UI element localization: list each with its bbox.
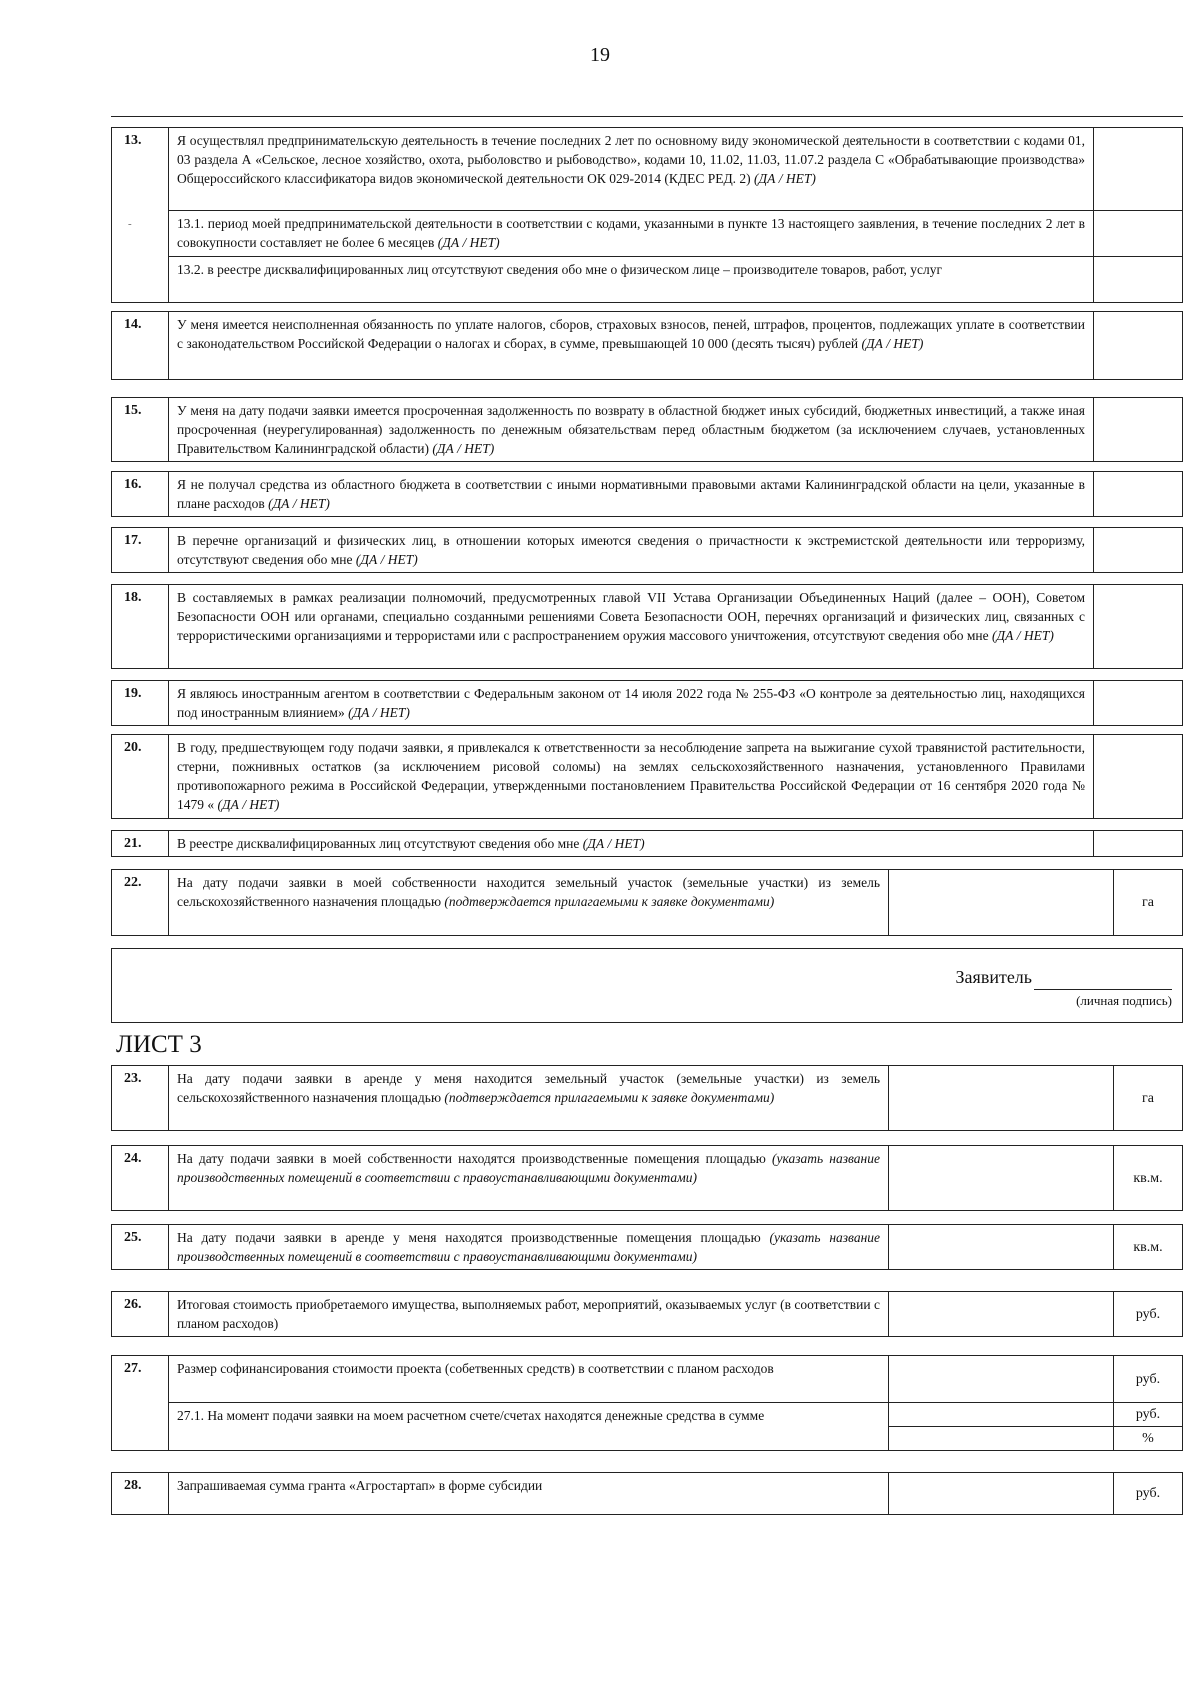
item-text: В составляемых в рамках реализации полномочий, предусмотренных главой VII Устава Организации Объединенных Наций (далее – ООН), Советом Безопасности ООН или органами, специально созданными решениями Совета Безопасности ООН, перечнях организаций и физических лиц, связанных с террористическими организациями и террористами или с распространением оружия массового уничтожения, отсутствуют сведения обо мне (ДА / НЕТ) [169, 585, 1094, 669]
item-25 [111, 1224, 1183, 1270]
answer-cell[interactable] [1094, 831, 1183, 857]
item-13 [111, 127, 1183, 303]
item-text: На дату подачи заявки в моей собственности находится земельный участок (земельные участки) из земель сельскохозяйственного назначения площадью (подтверждается прилагаемыми к заявке документами) [169, 870, 889, 936]
unit-label: руб. [1114, 1403, 1183, 1427]
answer-cell[interactable] [1094, 257, 1183, 303]
answer-hint: (ДА / НЕТ) [268, 496, 330, 511]
item-23 [111, 1065, 1183, 1131]
answer-cell[interactable] [1094, 211, 1183, 257]
item-16 [111, 471, 1183, 517]
item-24 [111, 1145, 1183, 1211]
item-note: (указать название производственных помещений в соответствии с правоустанавливающими документами) [177, 1151, 880, 1185]
item-text: Я осуществлял предпринимательскую деятельность в течение последних 2 лет по основному виду экономической деятельности в соответствии с кодами 01, 03 раздела А «Сельское, лесное хозяйство, охота, рыболовство и рыбоводство», кодами 10, 11.02, 11.03, 11.07.2 раздела С «Обрабатывающие производства» Общероссийского классификатора видов экономической деятельности ОК 029-2014 (КДЕС РЕД. 2) (ДА / НЕТ) [169, 128, 1094, 211]
unit-label: руб. [1114, 1356, 1183, 1403]
item-number: 19. [112, 681, 169, 726]
answer-hint: (ДА / НЕТ) [432, 441, 495, 456]
value-field[interactable] [889, 870, 1114, 936]
item-text: На дату подачи заявки в моей собственности находятся производственные помещения площадью (указать название производственных помещений в соответствии с правоустанавливающими документами) [169, 1146, 889, 1211]
unit-label: кв.м. [1114, 1225, 1183, 1270]
item-14 [111, 311, 1183, 380]
unit-label: га [1114, 870, 1183, 936]
unit-label: га [1114, 1066, 1183, 1131]
item-19 [111, 680, 1183, 726]
item-text: На дату подачи заявки в аренде у меня находится земельный участок (земельные участки) из земель сельскохозяйственного назначения площадью (подтверждается прилагаемыми к заявке документами) [169, 1066, 889, 1131]
answer-cell[interactable] [1094, 681, 1183, 726]
answer-cell[interactable] [1094, 312, 1183, 380]
item-text: В перечне организаций и физических лиц, в отношении которых имеются сведения о причастности к экстремистской деятельности или терроризму, отсутствуют сведения обо мне (ДА / НЕТ) [169, 528, 1094, 573]
signature-label: Заявитель [955, 967, 1032, 987]
item-number: 22. [112, 870, 169, 936]
value-field[interactable] [889, 1292, 1114, 1337]
item-26 [111, 1291, 1183, 1337]
item-number: 26. [112, 1292, 169, 1337]
item-number: 28. [112, 1473, 169, 1515]
margin-mark: - [128, 218, 132, 230]
item-number: 20. [112, 735, 169, 819]
item-18 [111, 584, 1183, 669]
item-27 [111, 1355, 1183, 1451]
item-note: (подтверждается прилагаемыми к заявке документами) [444, 1090, 775, 1105]
item-number: 13. [112, 128, 169, 303]
top-divider [111, 116, 1183, 117]
answer-cell[interactable] [1094, 528, 1183, 573]
item-text: В году, предшествующем году подачи заявки, я привлекался к ответственности за несоблюдение запрета на выжигание сухой травянистой растительности, стерни, пожнивных остатков (за исключением рисовой соломы) на землях сельскохозяйственного назначения, установленного Правилами противопожарного режима в Российской Федерации, утвержденными постановлением Правительства Российской Федерации от 16 сентября 2020 года № 1479 « (ДА / НЕТ) [169, 735, 1094, 819]
answer-hint: (ДА / НЕТ) [437, 235, 500, 250]
answer-hint: (ДА / НЕТ) [754, 171, 816, 186]
item-28 [111, 1472, 1183, 1515]
item-number: 25. [112, 1225, 169, 1270]
answer-hint: (ДА / НЕТ) [348, 705, 410, 720]
answer-hint: (ДА / НЕТ) [861, 336, 924, 351]
value-field-percent[interactable] [889, 1427, 1114, 1451]
signature-hint: (личная подпись) [1076, 993, 1172, 1008]
item-number: 24. [112, 1146, 169, 1211]
item-number: 23. [112, 1066, 169, 1131]
value-field[interactable] [889, 1066, 1114, 1131]
item-number: 18. [112, 585, 169, 669]
answer-cell[interactable] [1094, 128, 1183, 211]
item-22 [111, 869, 1183, 936]
sheet-title: ЛИСТ 3 [116, 1031, 202, 1058]
item-21 [111, 830, 1183, 857]
item-number: 14. [112, 312, 169, 380]
unit-label: кв.м. [1114, 1146, 1183, 1211]
signature-line[interactable] [1034, 989, 1172, 990]
value-field[interactable] [889, 1473, 1114, 1515]
unit-label: руб. [1114, 1292, 1183, 1337]
signature-box [111, 948, 1183, 1023]
page-number: 19 [590, 44, 610, 66]
item-text: В реестре дисквалифицированных лиц отсутствуют сведения обо мне (ДА / НЕТ) [169, 831, 1094, 857]
sub-item-text: 27.1. На момент подачи заявки на моем расчетном счете/счетах находятся денежные средства в сумме [169, 1403, 889, 1451]
answer-cell[interactable] [1094, 735, 1183, 819]
item-text: У меня имеется неисполненная обязанность по уплате налогов, сборов, страховых взносов, пеней, штрафов, процентов, подлежащих уплате в соответствии с законодательством Российской Федерации о налогах и сборах, в сумме, превышающей 10 000 (десять тысяч) рублей (ДА / НЕТ) [169, 312, 1094, 380]
answer-hint: (ДА / НЕТ) [355, 552, 418, 567]
item-number: 17. [112, 528, 169, 573]
answer-hint: (ДА / НЕТ) [582, 836, 645, 851]
answer-cell[interactable] [1094, 585, 1183, 669]
item-text: Я являюсь иностранным агентом в соответствии с Федеральным законом от 14 июля 2022 года № 255-ФЗ «О контроле за деятельностью лиц, находящихся под иностранным влиянием» (ДА / НЕТ) [169, 681, 1094, 726]
item-number: 15. [112, 398, 169, 462]
value-field[interactable] [889, 1356, 1114, 1403]
item-text: Запрашиваемая сумма гранта «Агростартап» в форме субсидии [169, 1473, 889, 1515]
item-text: На дату подачи заявки в аренде у меня находятся производственные помещения площадью (указать название производственных помещений в соответствии с правоустанавливающими документами) [169, 1225, 889, 1270]
answer-cell[interactable] [1094, 472, 1183, 517]
item-note: (указать название производственных помещений в соответствии с правоустанавливающими документами) [177, 1230, 881, 1264]
unit-label: % [1114, 1427, 1183, 1451]
answer-hint: (ДА / НЕТ) [992, 628, 1054, 643]
value-field[interactable] [889, 1225, 1114, 1270]
item-text: У меня на дату подачи заявки имеется просроченная задолженность по возврату в областной бюджет иных субсидий, бюджетных инвестиций, а также иная просроченная (неурегулированная) задолженность по денежным обязательствам перед областным бюджетом (за исключением случаев, установленных Правительством Калининградской области) (ДА / НЕТ) [169, 398, 1094, 462]
item-number: 21. [112, 831, 169, 857]
unit-label: руб. [1114, 1473, 1183, 1515]
item-17 [111, 527, 1183, 573]
item-text: Размер софинансирования стоимости проекта (собетвенных средств) в соответствии с планом расходов [169, 1356, 889, 1403]
item-15 [111, 397, 1183, 462]
item-20 [111, 734, 1183, 819]
sub-item-text: 13.1. период моей предпринимательской деятельности в соответствии с кодами, указанными в пункте 13 настоящего заявления, в течение последних 2 лет в совокупности составляет не более 6 месяцев (ДА / НЕТ) [169, 211, 1094, 257]
item-text: Итоговая стоимость приобретаемого имущества, выполняемых работ, мероприятий, оказываемых услуг (в соответствии с планом расходов) [169, 1292, 889, 1337]
item-number: 27. [112, 1356, 169, 1451]
answer-cell[interactable] [1094, 398, 1183, 462]
item-number: 16. [112, 472, 169, 517]
item-text: Я не получал средства из областного бюджета в соответствии с иными нормативными правовыми актами Калининградской области на цели, указанные в плане расходов (ДА / НЕТ) [169, 472, 1094, 517]
item-note: (подтверждается прилагаемыми к заявке документами) [444, 894, 775, 909]
sub-item-text: 13.2. в реестре дисквалифицированных лиц отсутствуют сведения обо мне о физическом лице – производителе товаров, работ, услуг [169, 257, 1094, 303]
value-field[interactable] [889, 1146, 1114, 1211]
value-field[interactable] [889, 1403, 1114, 1427]
answer-hint: (ДА / НЕТ) [217, 797, 280, 812]
